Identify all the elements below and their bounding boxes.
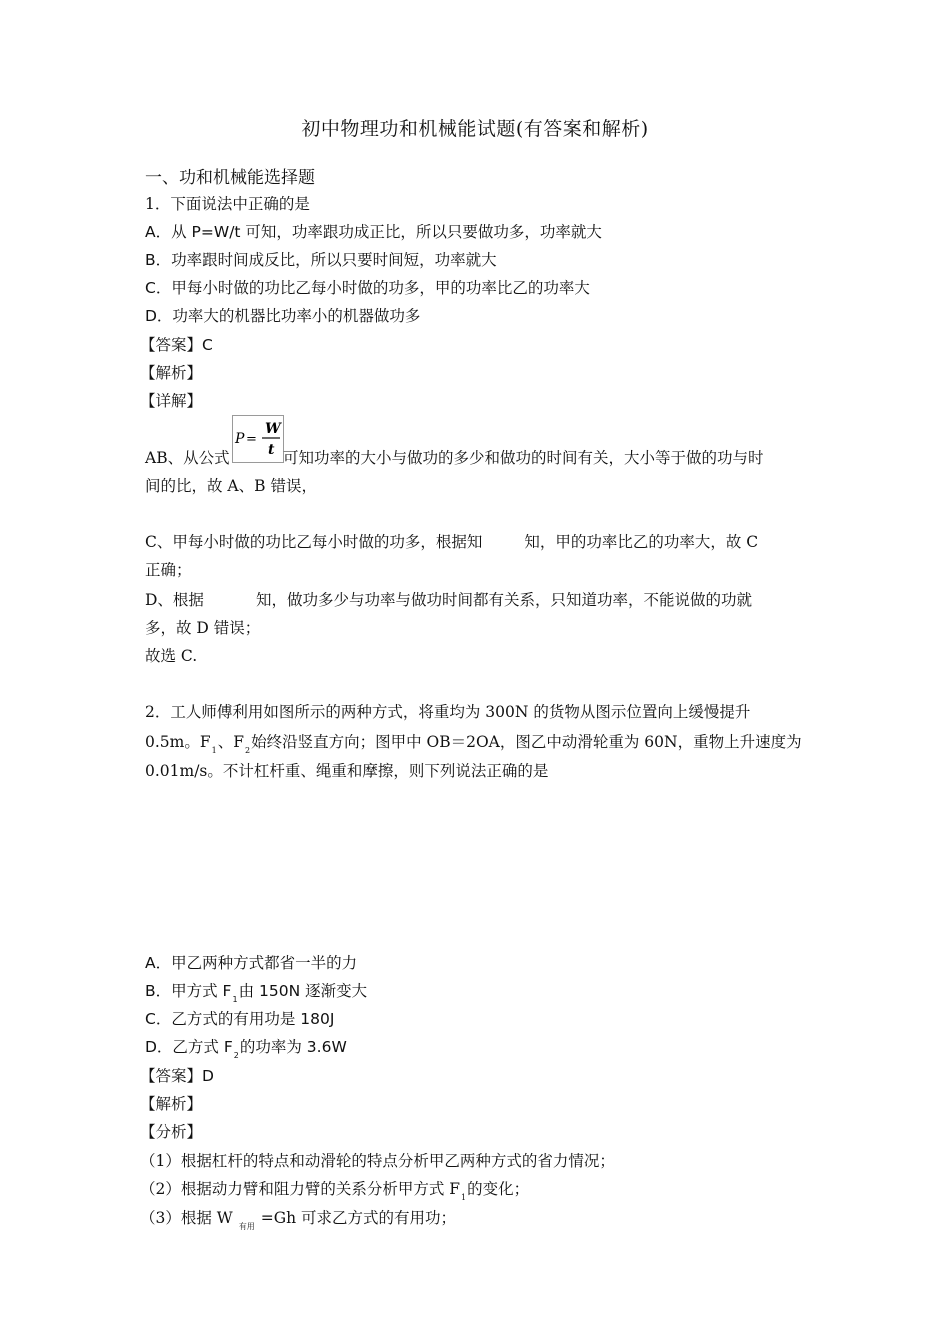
q2-stem-text: 、F [217, 733, 244, 751]
q1-c-part2: 知，甲的功率比乙的功率大，故 C [524, 533, 759, 551]
subscript: 1 [461, 1193, 467, 1202]
subscript: 有用 [238, 1222, 255, 1231]
formula-t: t [268, 442, 275, 458]
q1-c-line2: 正确； [145, 561, 192, 579]
q1-d-part2: 知，做功多少与功率与做功时间都有关系，只知道功率，不能说做的功就 [255, 591, 752, 609]
q1-conclusion: 故选 C. [145, 647, 198, 665]
q2-step2-text: 的变化； [467, 1180, 530, 1198]
q2-stem-text: 0.5m。F [145, 733, 211, 751]
q2-step1: （1）根据杠杆的特点和动滑轮的特点分析甲乙两种方式的省力情况； [140, 1152, 615, 1170]
q2-stem-text: 始终沿竖直方向；图甲中 OB＝2OA，图乙中动滑轮重为 60N，重物上升速度为 [251, 733, 802, 751]
q1-ab-suffix: 可知功率的大小与做功的多少和做功的时间有关，大小等于做的功与时 [283, 449, 764, 467]
q2-analysis-label: 【解析】 [140, 1095, 203, 1113]
q1-option-b: B．功率跟时间成反比，所以只要时间短，功率就大 [145, 251, 497, 269]
q1-stem: 1．下面说法中正确的是 [145, 195, 310, 213]
q2-fenxi-label: 【分析】 [140, 1123, 203, 1141]
q2-step2-text: （2）根据动力臂和阻力臂的关系分析甲方式 F [140, 1180, 461, 1198]
q2-stem-line3: 0.01m/s。不计杠杆重、绳重和摩擦，则下列说法正确的是 [145, 762, 549, 780]
q2-step3-text: =Gh 可求乙方式的有用功； [260, 1209, 457, 1227]
q2-option-b-text: 由 150N 逐渐变大 [238, 982, 368, 1000]
subscript: 2 [244, 746, 251, 755]
q1-analysis-label: 【解析】 [140, 364, 203, 382]
q2-option-d-text: 的功率为 3.6W [239, 1038, 347, 1056]
subscript: 2 [233, 1051, 239, 1060]
q1-option-a: A．从 P=W/t 可知，功率跟功成正比，所以只要做功多，功率就大 [145, 223, 602, 241]
q2-option-d-text: D．乙方式 F [145, 1038, 233, 1056]
q2-stem-line1: 2．工人师傅利用如图所示的两种方式，将重均为 300N 的货物从图示位置向上缓慢提升 [145, 703, 751, 721]
q2-option-a: A．甲乙两种方式都省一半的力 [145, 954, 358, 972]
q1-option-d: D．功率大的机器比功率小的机器做功多 [145, 307, 421, 325]
q2-option-d [145, 1037, 347, 1066]
q1-ab-line2: 间的比，故 A、B 错误， [145, 477, 317, 495]
q1-c-explanation [145, 532, 758, 552]
q2-option-b [145, 981, 367, 1010]
q1-d-part1: D、根据 [145, 591, 204, 609]
formula-p: P [235, 431, 245, 447]
subscript: 1 [211, 746, 217, 755]
q1-d-line2: 多，故 D 错误； [145, 619, 261, 637]
q1-answer: 【答案】C [140, 336, 213, 354]
q2-step3-text: （3）根据 W [140, 1209, 233, 1227]
q2-stem-line2 [145, 732, 802, 761]
q2-option-c: C．乙方式的有用功是 180J [145, 1010, 335, 1028]
q1-option-c: C．甲每小时做的功比乙每小时做的功多，甲的功率比乙的功率大 [145, 279, 590, 297]
q2-option-b-text: B．甲方式 F [145, 982, 232, 1000]
q1-d-explanation [145, 590, 752, 610]
q1-c-part1: C、甲每小时做的功比乙每小时做的功多，根据知 [145, 533, 483, 551]
subscript: 1 [232, 995, 238, 1004]
formula-w: W [265, 421, 281, 437]
formula-eq: = [246, 432, 257, 447]
document-title: 初中物理功和机械能试题(有答案和解析) [301, 118, 649, 140]
q2-step3 [140, 1208, 456, 1237]
q2-answer: 【答案】D [140, 1067, 214, 1085]
q1-ab-prefix: AB、从公式 [145, 449, 230, 467]
section-heading: 一、功和机械能选择题 [145, 168, 315, 188]
q2-step2 [140, 1179, 529, 1208]
power-formula-image [232, 415, 284, 463]
q1-detail-label: 【详解】 [140, 392, 203, 410]
